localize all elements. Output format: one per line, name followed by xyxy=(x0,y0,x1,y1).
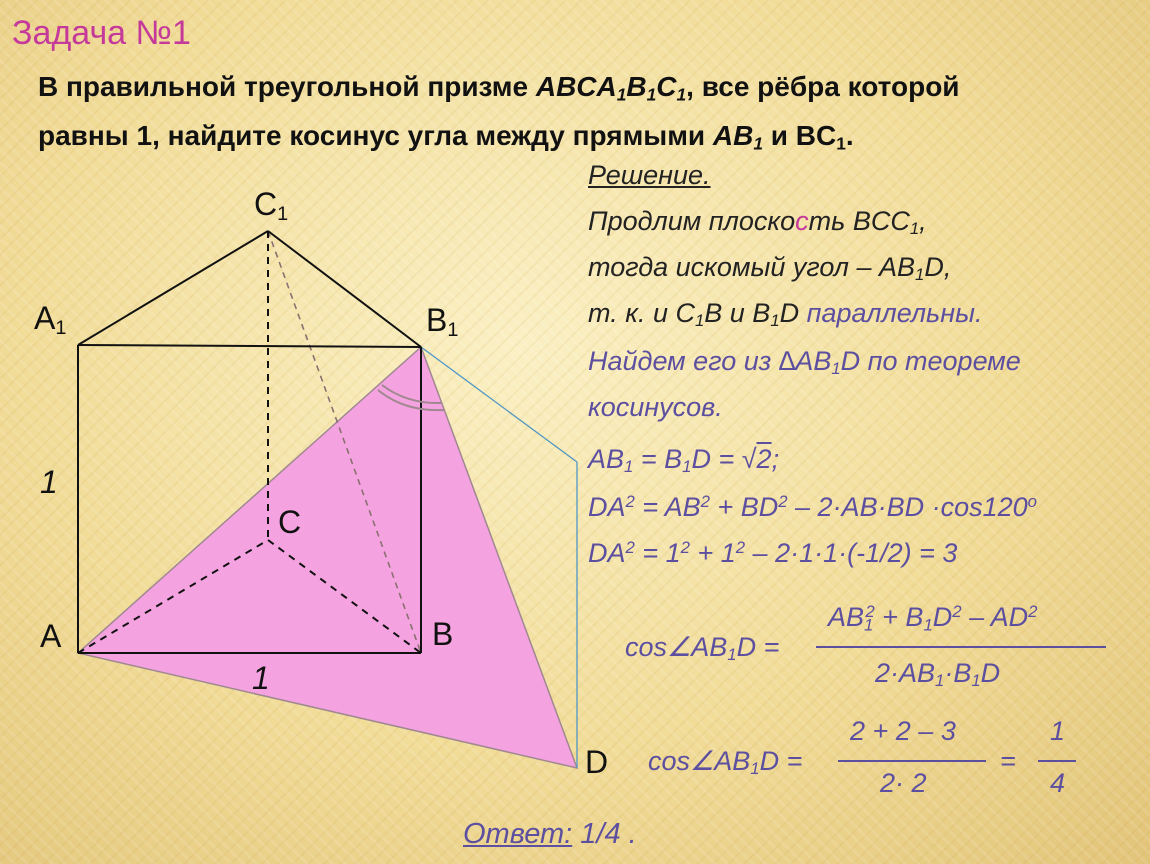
eq-text: – 2·AB·BD ·cos120 xyxy=(787,492,1028,523)
edge-length-left: 1 xyxy=(40,464,58,500)
text: т. к. и C xyxy=(588,298,695,328)
formula1-fraction-bar xyxy=(816,646,1106,648)
eq-text: = AB xyxy=(634,492,701,523)
eq-text: + 1 xyxy=(689,538,736,569)
sup: 2 xyxy=(952,602,962,621)
problem-text: равны 1, найдите косинус угла между прямыми xyxy=(38,120,713,152)
sup: 2 xyxy=(735,538,746,557)
text-highlight: с xyxy=(795,206,809,236)
label-c1-sub: 1 xyxy=(277,202,289,225)
equation-2 xyxy=(588,492,1037,523)
eq-text: D = xyxy=(691,444,742,474)
eq-text: – 2·1·1·(-1/2) = 3 xyxy=(745,538,958,569)
formula1-numerator xyxy=(828,602,1037,635)
formula2-numerator: 2 + 2 – 3 xyxy=(850,716,956,746)
eq-text: AB xyxy=(588,444,625,474)
formula2-result-bar xyxy=(1038,760,1076,762)
f-text: D = xyxy=(736,632,780,662)
sub: 1 xyxy=(836,133,846,154)
formula2-equals: = xyxy=(1000,746,1016,776)
sub: 1 xyxy=(864,615,874,635)
solution-line-2 xyxy=(588,252,951,285)
sub: 1 xyxy=(750,759,760,779)
sup: 2 xyxy=(680,538,690,557)
text: , xyxy=(919,206,927,236)
formula1-denominator xyxy=(875,658,1000,691)
sub: 1 xyxy=(909,219,920,239)
sub: 1 xyxy=(616,84,627,105)
prism-name: ABCA xyxy=(535,71,617,102)
sup: 2 xyxy=(700,492,710,511)
label-c1-letter: C xyxy=(254,186,278,222)
sub: 1 xyxy=(915,265,925,285)
sub: 1 xyxy=(682,457,692,477)
solution-heading: Решение. xyxy=(588,160,711,190)
label-b1 xyxy=(426,302,458,342)
eq-text: DA xyxy=(588,538,626,569)
text: ть BCC xyxy=(808,206,910,236)
f-text: D = xyxy=(759,746,803,776)
answer-value: 1/4 . xyxy=(572,818,637,850)
text: D, xyxy=(924,252,952,282)
sub: 1 xyxy=(935,671,945,691)
text: Продлим плоско xyxy=(588,206,796,236)
line-ab1: AB xyxy=(712,120,754,152)
f-text: cos∠AB xyxy=(625,632,728,662)
formula2-result-numerator: 1 xyxy=(1050,716,1066,746)
sup: o xyxy=(1027,492,1037,511)
f-text: – AD xyxy=(961,602,1029,633)
sup: 2 xyxy=(778,492,788,511)
label-a1 xyxy=(34,300,66,340)
prism-name: C xyxy=(656,71,677,102)
label-b1-letter: B xyxy=(426,302,448,338)
problem-text: , все рёбра которой xyxy=(686,71,960,102)
text: D по теореме xyxy=(840,346,1021,376)
formula2-lhs xyxy=(648,746,802,779)
problem-text: . xyxy=(845,120,854,152)
label-a: A xyxy=(40,618,62,654)
sqrt-sign: √ xyxy=(741,444,757,474)
sup: 2 xyxy=(1028,602,1038,621)
label-b: B xyxy=(432,616,454,652)
slide-title: Задача №1 xyxy=(12,14,191,52)
sub: 1 xyxy=(646,84,657,105)
sup: 2 xyxy=(865,602,875,621)
solution-line-1 xyxy=(588,206,927,239)
sub: 1 xyxy=(770,311,780,331)
sub: 1 xyxy=(727,645,737,665)
label-b1-sub: 1 xyxy=(447,318,459,341)
radicand: 2 xyxy=(756,444,772,474)
problem-text: В правильной треугольной призме xyxy=(38,71,536,102)
solution-line-4 xyxy=(588,346,1021,379)
problem-line-2 xyxy=(38,115,960,164)
label-a1-sub: 1 xyxy=(55,316,67,339)
eq-text: = 1 xyxy=(634,538,681,569)
sub: 1 xyxy=(624,457,634,477)
formula1-lhs xyxy=(625,632,779,665)
eq-text: = B xyxy=(633,444,683,474)
edge-c1-b1 xyxy=(268,231,421,347)
text: тогда искомый угол – AB xyxy=(588,252,916,282)
text: D xyxy=(779,298,807,328)
prism-name: B xyxy=(626,71,647,102)
triangle-ab1d-fill xyxy=(78,347,577,768)
f-text: 2·AB xyxy=(875,658,936,688)
f-text: ·B xyxy=(944,658,972,688)
answer xyxy=(463,818,637,851)
eq-text: ; xyxy=(771,444,780,474)
formula2-denominator: 2· 2 xyxy=(880,768,927,798)
edge-a1-b1 xyxy=(78,345,421,347)
eq-text: + BD xyxy=(709,492,779,523)
problem-text: и xyxy=(763,120,796,152)
text: Найдем его из ∆AB xyxy=(588,346,832,376)
sub: 1 xyxy=(753,133,764,154)
answer-label: Ответ: xyxy=(463,818,573,850)
sub: 1 xyxy=(923,615,933,635)
eq-text: DA xyxy=(588,492,626,523)
problem-line-1 xyxy=(38,66,960,115)
line-bc1: BC xyxy=(795,120,837,152)
solution-line-3 xyxy=(588,298,982,331)
formula2-fraction-bar xyxy=(838,760,986,762)
equation-1 xyxy=(588,444,779,477)
label-a1-letter: A xyxy=(34,300,56,336)
edge-a1-c1 xyxy=(78,231,268,345)
label-c: C xyxy=(278,504,302,540)
sup: 2 xyxy=(625,538,635,557)
f-text: D xyxy=(932,602,953,633)
label-d: D xyxy=(585,744,609,780)
formula2-result-denominator: 4 xyxy=(1050,768,1066,798)
sub: 1 xyxy=(676,84,687,105)
f-text: cos∠AB xyxy=(648,746,751,776)
edge-length-bottom: 1 xyxy=(252,660,270,696)
problem-statement xyxy=(38,66,960,165)
f-text: D xyxy=(980,658,1001,688)
text-purple: параллельны. xyxy=(806,298,983,328)
label-c1 xyxy=(254,186,288,226)
sub: 1 xyxy=(971,671,981,691)
sup: 2 xyxy=(625,492,635,511)
f-text: AB xyxy=(828,602,865,633)
sub: 1 xyxy=(831,359,841,379)
solution-line-5: косинусов. xyxy=(588,392,723,422)
equation-3 xyxy=(588,538,957,569)
sub: 1 xyxy=(694,311,705,331)
text: B и B xyxy=(704,298,771,328)
f-text: + B xyxy=(874,602,924,633)
